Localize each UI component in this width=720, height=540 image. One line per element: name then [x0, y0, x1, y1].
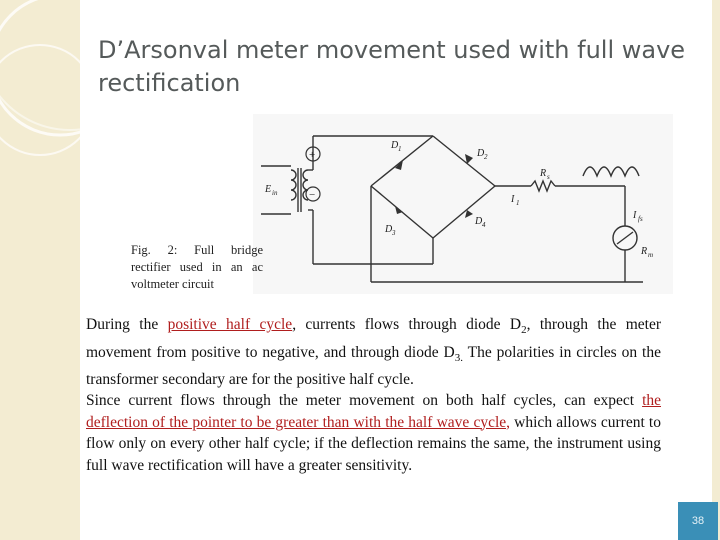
- figure-caption: Fig. 2: Full bridge rectifier used in an ac voltmeter circuit: [131, 243, 263, 291]
- ein-label: E: [265, 184, 272, 195]
- polarity-minus-label: −: [309, 189, 316, 201]
- page-number-badge: 38: [678, 502, 718, 540]
- d1-sub-label: 1: [398, 145, 402, 153]
- d2-sub-label: 2: [484, 153, 488, 161]
- i1-sub-label: 1: [516, 199, 520, 207]
- ifs-sub-label: fs: [638, 215, 643, 223]
- slide-title: D’Arsonval meter movement used with full wave rectification: [98, 36, 686, 97]
- para1-sub-d3: 3.: [454, 351, 463, 364]
- rm-label: R: [641, 246, 648, 257]
- para1-text-2: , currents flows through diode D: [292, 316, 522, 333]
- para2-text-1: Since current flows through the meter movement on both half cycles, can expect: [86, 392, 643, 409]
- paragraph-positive-half-cycle: [86, 314, 661, 391]
- bridge-rectifier-diagram: [253, 114, 673, 294]
- d4-sub-label: 4: [482, 221, 486, 229]
- para1-sub-d2: 2: [521, 324, 527, 337]
- para1-highlight: positive half cycle: [167, 316, 293, 333]
- d4-label: D: [475, 216, 483, 227]
- para1-text-3: , through the meter movement from positive to negative, and through diode D: [86, 316, 661, 361]
- d3-label: D: [385, 224, 393, 235]
- polarity-plus-label: +: [309, 149, 316, 161]
- d3-sub-label: 3: [392, 229, 396, 237]
- ein-sub-label: in: [272, 189, 278, 197]
- paragraph-sensitivity: [86, 390, 661, 476]
- para1-text-1: During the: [86, 316, 168, 333]
- para2-text-2: which allows current to flow only on every other half cycle; if the deflection remains the same, the instrument using full wave rectification will have a greater sensitivity.: [86, 413, 661, 474]
- d1-label: D: [391, 140, 399, 151]
- rs-sub-label: s: [547, 173, 550, 181]
- rs-label: R: [540, 168, 547, 179]
- d2-label: D: [477, 148, 485, 159]
- rm-sub-label: m: [648, 251, 654, 259]
- para2-highlight: the deflection of the pointer to be greater than with the half wave cycle,: [86, 392, 661, 431]
- i1-label: I: [511, 194, 515, 205]
- ifs-label: I: [633, 210, 637, 221]
- right-decorative-band: [712, 0, 720, 540]
- para1-text-4: The polarities in circles on the transformer secondary are for the positive half cycle.: [86, 343, 661, 389]
